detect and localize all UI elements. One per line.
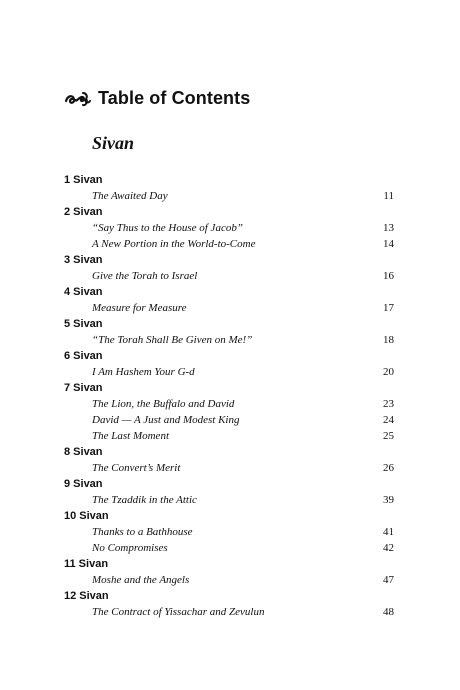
toc-entry-title: Moshe and the Angels (92, 574, 190, 586)
toc-entry-title: Measure for Measure (92, 302, 187, 314)
toc-entry[interactable] (64, 460, 394, 476)
toc-entry-page-number: 41 (383, 526, 394, 538)
toc-entry-title: The Tzaddik in the Attic (92, 494, 197, 506)
page-title: Table of Contents (98, 88, 251, 108)
toc-day-label: 9 Sivan (64, 478, 103, 490)
toc-day-label: 3 Sivan (64, 254, 103, 266)
toc-entry[interactable] (64, 492, 394, 508)
toc-day-group (64, 556, 394, 588)
toc-entry-page-number: 48 (383, 606, 394, 618)
toc-entry-page-number: 26 (383, 462, 394, 474)
toc-entry-title: The Lion, the Buffalo and David (92, 398, 235, 410)
toc-entry-title: The Awaited Day (92, 190, 168, 202)
decorative-swirl-icon (64, 89, 92, 109)
toc-entry[interactable] (64, 236, 394, 252)
toc-entry[interactable] (64, 428, 394, 444)
toc-entry-title: A New Portion in the World-to-Come (92, 238, 256, 250)
toc-day-label: 1 Sivan (64, 174, 103, 186)
toc-entry-page-number: 24 (383, 414, 394, 426)
toc-entry-title: “Say Thus to the House of Jacob” (92, 222, 243, 234)
toc-entry-title: The Convert’s Merit (92, 462, 181, 474)
toc-day-group (64, 204, 394, 252)
toc-entry[interactable] (64, 412, 394, 428)
toc-entry-page-number: 18 (383, 334, 394, 346)
toc-day-group (64, 316, 394, 348)
toc-entry-page-number: 23 (383, 398, 394, 410)
toc-day-group (64, 252, 394, 284)
toc-entry-page-number: 17 (383, 302, 394, 314)
toc-heading (64, 88, 250, 109)
toc-entry-page-number: 47 (383, 574, 394, 586)
toc-entry-page-number: 39 (383, 494, 394, 506)
toc-entry[interactable] (64, 332, 394, 348)
toc-day-group (64, 476, 394, 508)
toc-day-group (64, 380, 394, 444)
section-title: Sivan (92, 133, 135, 153)
toc-entry[interactable] (64, 300, 394, 316)
toc-entry-page-number: 16 (383, 270, 394, 282)
toc-day-group (64, 348, 394, 380)
toc-day-group (64, 588, 394, 620)
toc-day-label: 8 Sivan (64, 446, 103, 458)
toc-entry-page-number: 25 (383, 430, 394, 442)
toc-entry-title: Give the Torah to Israel (92, 270, 198, 282)
toc-entry[interactable] (64, 220, 394, 236)
toc-day-label: 6 Sivan (64, 350, 103, 362)
toc-entry[interactable] (64, 572, 394, 588)
toc-entry[interactable] (64, 188, 394, 204)
toc-entry-title: The Last Moment (92, 430, 169, 442)
toc-entry-page-number: 13 (383, 222, 394, 234)
toc-entry-page-number: 42 (383, 542, 394, 554)
toc-entry[interactable] (64, 396, 394, 412)
toc-entry[interactable] (64, 524, 394, 540)
toc-entry-title: Thanks to a Bathhouse (92, 526, 193, 538)
toc-entry[interactable] (64, 364, 394, 380)
toc-day-label: 12 Sivan (64, 590, 109, 602)
toc-entry-title: The Contract of Yissachar and Zevulun (92, 606, 265, 618)
toc-day-label: 7 Sivan (64, 382, 103, 394)
toc-day-group (64, 444, 394, 476)
toc-entry[interactable] (64, 268, 394, 284)
toc-day-label: 11 Sivan (64, 558, 109, 570)
toc-day-label: 10 Sivan (64, 510, 109, 522)
toc-entry-title: No Compromises (92, 542, 168, 554)
toc-entry-page-number: 11 (383, 190, 394, 202)
toc-entry-list (64, 172, 394, 620)
toc-entry[interactable] (64, 604, 394, 620)
toc-day-label: 2 Sivan (64, 206, 103, 218)
toc-entry[interactable] (64, 540, 394, 556)
toc-entry-page-number: 14 (383, 238, 394, 250)
toc-day-group (64, 172, 394, 204)
toc-day-group (64, 508, 394, 556)
toc-entry-page-number: 20 (383, 366, 394, 378)
toc-entry-title: David — A Just and Modest King (92, 414, 240, 426)
toc-entry-title: I Am Hashem Your G-d (92, 366, 195, 378)
toc-day-label: 4 Sivan (64, 286, 103, 298)
toc-entry-title: “The Torah Shall Be Given on Me!” (92, 334, 253, 346)
toc-day-label: 5 Sivan (64, 318, 103, 330)
toc-day-group (64, 284, 394, 316)
